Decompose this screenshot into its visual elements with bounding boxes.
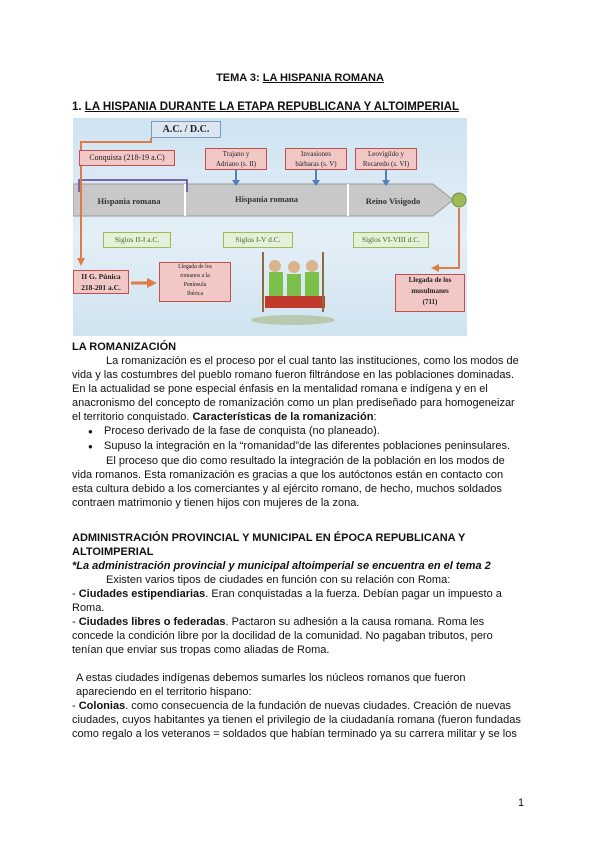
romanizacion-para1-line3: En la actualidad se pone especial énfasis en la mentalidad romana e indígena y en el <box>72 383 488 395</box>
indigenas-line2: apareciendo en el territorio hispano: <box>76 686 252 698</box>
period-label-2: Hispania romana <box>235 194 298 204</box>
trajano-box: Trajano y Adriano (s. II) <box>205 148 267 170</box>
colonias-line1: - Colonias. como consecuencia de la fundación de nuevas ciudades. Creación de nuevas <box>72 700 512 712</box>
leovigildo-box: Leovigildo y Recaredo (s. VI) <box>355 148 417 170</box>
bullet-item: ● Proceso derivado de la fase de conquista (no planeado). <box>88 425 380 437</box>
romanizacion-section <box>72 340 532 510</box>
admin-note: *La administración provincial y municipal altoimperial se encuentra en el tema 2 <box>72 560 491 572</box>
centuries-box-2: Siglos I-V d.C. <box>223 232 293 248</box>
timeline-figure <box>73 118 467 336</box>
romanizacion-para2-line4: contraen matrimonio y tienen hijos con mujeres de la zona. <box>72 497 360 509</box>
centuries-box-1: Siglos II-I a.C. <box>103 232 171 248</box>
indigenas-line1: A estas ciudades indígenas debemos sumarles los núcleos romanos que fueron <box>76 672 466 684</box>
romanizacion-para1-line4: anacronismo del concepto de romanización como un plan prediseñado para homogeneizar <box>72 397 515 409</box>
era-box: A.C. / D.C. <box>151 121 221 138</box>
page-number: 1 <box>518 797 525 809</box>
document-title: TEMA 3: LA HISPANIA ROMANA <box>216 72 384 84</box>
invasiones-box: Invasiones bárbaras (s. V) <box>285 148 347 170</box>
admin-heading-line1: ADMINISTRACIÓN PROVINCIAL Y MUNICIPAL EN ÉPOCA REPUBLICANA Y <box>72 532 466 544</box>
romanizacion-para2-line3: esta cultura debido a los comerciantes y al ejército romano, de hecho, muchos soldados <box>72 483 502 495</box>
admin-intro: Existen varios tipos de ciudades en función con su relación con Roma: <box>106 574 451 586</box>
llegada-romanos-box: Llegada de los romanos a la Península Ibérica <box>159 262 231 302</box>
period-label-1: Hispania romana <box>97 196 161 206</box>
romanizacion-para1-line5: el territorio conquistado. Características de la romanización: <box>72 411 377 423</box>
admin-heading-line2: ALTOIMPERIAL <box>72 546 154 558</box>
roman-soldiers-illustration <box>251 252 335 325</box>
administracion-section <box>72 531 532 741</box>
romanizacion-para2-line1: El proceso que dio como resultado la integración de la población en los modos de <box>106 455 505 467</box>
colonias-line3: como regalo a los veteranos = soldados que habían terminado ya su carrera militar y se los <box>72 728 517 740</box>
centuries-box-3: Siglos VI-VIII d.C. <box>353 232 429 248</box>
musulmanes-box: Llegada de los musulmanes (711) <box>395 274 465 312</box>
romanizacion-para1-line2: vida y las costumbres del pueblo romano fueron filtrándose en las poblaciones dominadas. <box>72 369 515 381</box>
section-heading-1: 1. LA HISPANIA DURANTE LA ETAPA REPUBLICANA Y ALTOIMPERIAL <box>72 101 459 113</box>
libres-line2: concede la condición libre por la docilidad de la comunidad. No pagaban tributos, pero <box>72 630 493 642</box>
estipendiarias-line2: Roma. <box>72 602 105 614</box>
conquista-box: Conquista (218-19 a.C) <box>79 150 175 166</box>
romanizacion-para1-line1: La romanización es el proceso por el cual tanto las instituciones, como los modos de <box>106 355 519 367</box>
period-label-3: Reino Visigodo <box>365 196 421 206</box>
romanizacion-heading: LA ROMANIZACIÓN <box>72 341 177 353</box>
punica-box: II G. Púnica 218-201 a.C. <box>73 270 129 294</box>
romanizacion-para2-line2: vida romanos. Esta romanización es gracias a que los autóctonos están en contacto con <box>72 469 504 481</box>
colonias-line2: ciudades, cuyos habitantes ya tienen el privilegio de la ciudadanía romana (fueron fundadas <box>72 714 521 726</box>
bullet-item: ● Supuso la integración en la “romanidad”de las diferentes poblaciones peninsulares. <box>88 440 511 452</box>
estipendiarias-line1: - Ciudades estipendiarias. Eran conquistadas a la fuerza. Debían pagar un impuesto a <box>72 588 502 600</box>
libres-line3: tenían que enviar sus tropas como aliadas de Roma. <box>72 644 330 656</box>
libres-line1: - Ciudades libres o federadas. Pactaron su adhesión a la causa romana. Roma les <box>72 616 485 628</box>
